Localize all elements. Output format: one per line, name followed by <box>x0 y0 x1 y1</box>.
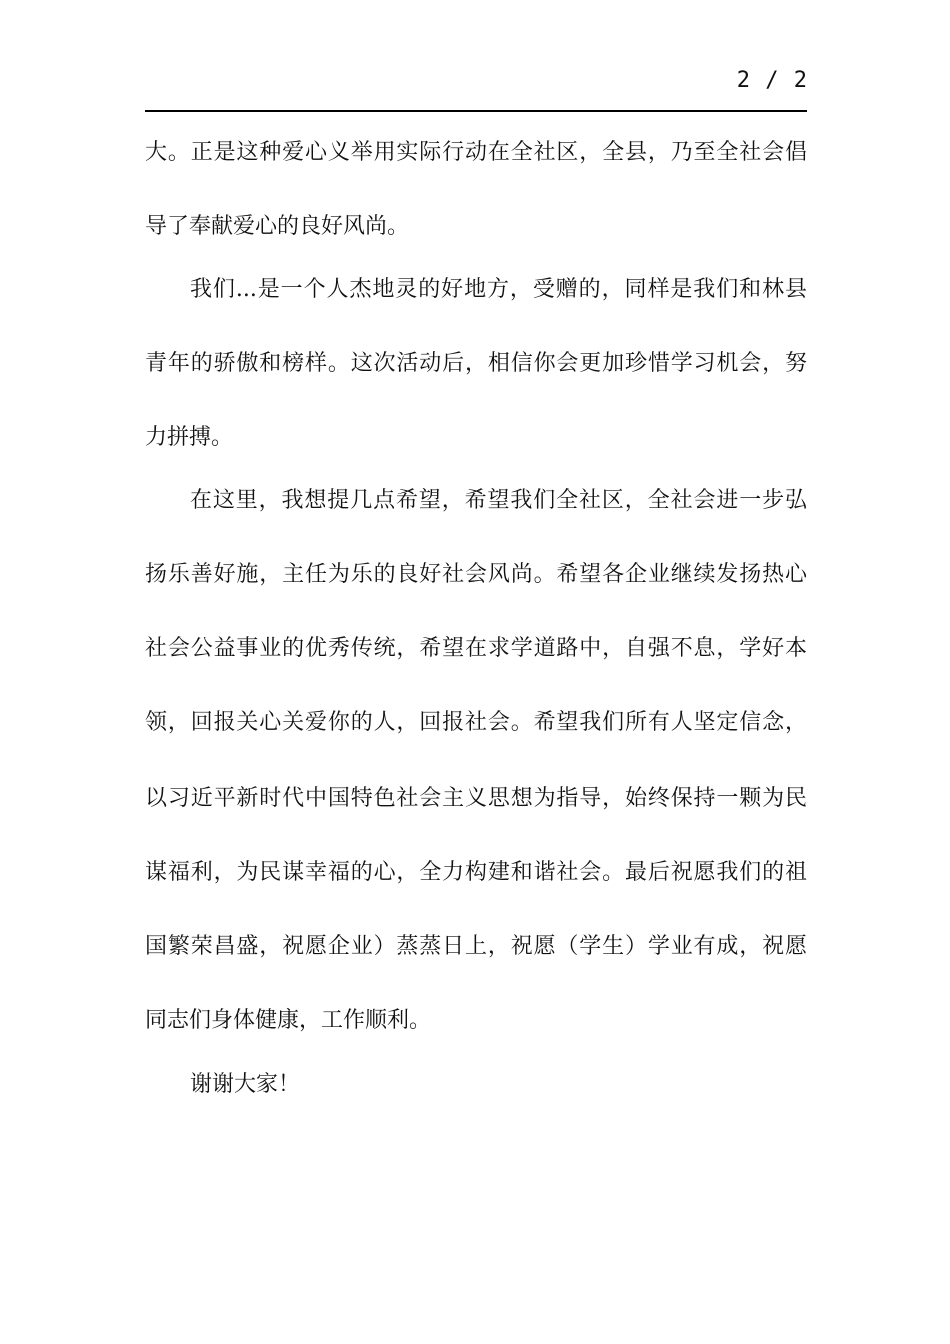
header-divider <box>145 110 807 112</box>
text-line: 领，回报关心关爱你的人，回报社会。希望我们所有人坚定信念， <box>145 710 807 735</box>
text-line: 导了奉献爱心的良好风尚。 <box>145 214 410 239</box>
text-line: 我们...是一个人杰地灵的好地方，受赠的，同样是我们和林县 <box>190 277 807 302</box>
text-line: 在这里，我想提几点希望，希望我们全社区，全社会进一步弘 <box>190 488 807 513</box>
text-line: 谋福利，为民谋幸福的心，全力构建和谐社会。最后祝愿我们的祖 <box>145 860 807 885</box>
page-number: 2 / 2 <box>736 68 808 93</box>
closing-line: 谢谢大家！ <box>190 1072 301 1097</box>
text-line: 同志们身体健康，工作顺利。 <box>145 1008 432 1033</box>
text-line: 社会公益事业的优秀传统，希望在求学道路中，自强不息，学好本 <box>145 636 807 661</box>
text-line: 大。正是这种爱心义举用实际行动在全社区，全县，乃至全社会倡 <box>145 140 807 165</box>
text-line: 青年的骄傲和榜样。这次活动后，相信你会更加珍惜学习机会，努 <box>145 351 807 376</box>
text-line: 以习近平新时代中国特色社会主义思想为指导，始终保持一颗为民 <box>145 786 807 811</box>
text-line: 国繁荣昌盛，祝愿企业）蒸蒸日上，祝愿（学生）学业有成，祝愿 <box>145 934 807 959</box>
text-line: 力拼搏。 <box>145 425 234 450</box>
text-line: 扬乐善好施，主任为乐的良好社会风尚。希望各企业继续发扬热心 <box>145 562 807 587</box>
